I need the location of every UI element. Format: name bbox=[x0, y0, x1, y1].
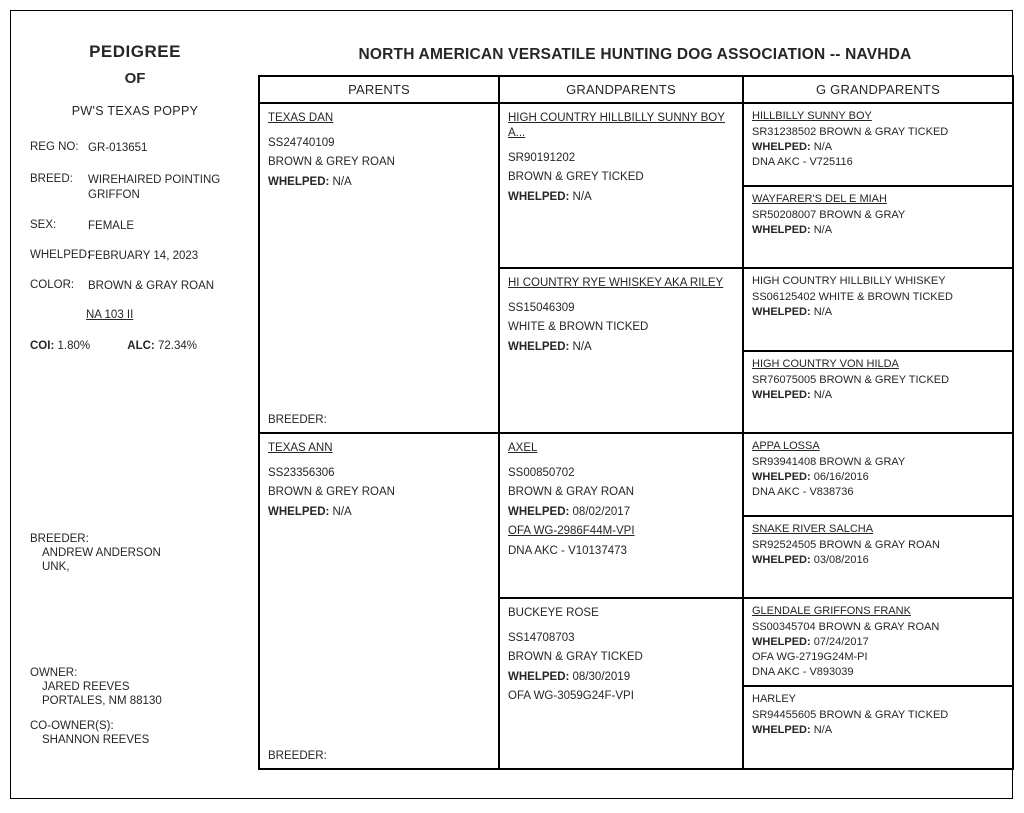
dog-detail-link[interactable]: OFA WG-2986F44M-VPI bbox=[508, 525, 635, 537]
pedigree-table bbox=[258, 75, 1014, 770]
dog-detail-line: WHELPED: 07/24/2017 bbox=[752, 635, 869, 648]
reg-no-row bbox=[30, 141, 240, 156]
dog-detail-line: SR76075005 BROWN & GREY TICKED bbox=[752, 373, 950, 386]
dog-detail-line: DNA AKC - V838736 bbox=[752, 485, 854, 498]
title-pedigree: PEDIGREE bbox=[89, 42, 181, 61]
dog-detail-line: OFA WG-2719G24M-PI bbox=[752, 650, 868, 663]
sex-row bbox=[30, 219, 240, 234]
reg-no-value: GR-013651 bbox=[88, 142, 148, 154]
co-owner-name: SHANNON REEVES bbox=[42, 734, 150, 746]
owner-block bbox=[30, 667, 162, 707]
coi-alc-row bbox=[30, 340, 197, 352]
alc-pair bbox=[127, 340, 197, 352]
dog-detail-line: WHELPED: N/A bbox=[752, 140, 833, 153]
dog-detail-line: DNA AKC - V10137473 bbox=[508, 544, 627, 557]
coi-value: 1.80% bbox=[57, 340, 91, 352]
dog-detail-line: WHELPED: N/A bbox=[268, 505, 352, 518]
dog-detail-line: WHELPED: N/A bbox=[268, 175, 352, 188]
dog-detail-line: SS00345704 BROWN & GRAY ROAN bbox=[752, 620, 940, 633]
dog-name: BUCKEYE ROSE bbox=[508, 607, 599, 619]
dog-detail-line: SR50208007 BROWN & GRAY bbox=[752, 208, 906, 221]
dog-detail-line: SS00850702 bbox=[508, 466, 575, 479]
column-header-parents: PARENTS bbox=[260, 77, 500, 104]
dog-detail-line: SR90191202 bbox=[508, 151, 576, 164]
dog-detail-line: WHELPED: N/A bbox=[508, 340, 592, 353]
dog-detail-line: BROWN & GRAY TICKED bbox=[508, 651, 643, 663]
dog-detail-line: SS06125402 WHITE & BROWN TICKED bbox=[752, 290, 953, 303]
dog-detail-line: SR92524505 BROWN & GRAY ROAN bbox=[752, 538, 940, 551]
cell-breeder-label: BREEDER: bbox=[268, 414, 327, 426]
pedigree-cell-g-grandparent-3 bbox=[744, 269, 1014, 352]
pedigree-cell-g-grandparent-4 bbox=[744, 352, 1014, 434]
co-owner-block bbox=[30, 720, 149, 746]
dog-detail-line: SR94455605 BROWN & GRAY TICKED bbox=[752, 708, 949, 721]
dog-name-link[interactable]: AXEL bbox=[508, 442, 538, 454]
color-label: COLOR: bbox=[30, 279, 75, 291]
pedigree-cell-g-grandparent-7 bbox=[744, 599, 1014, 687]
sex-value: FEMALE bbox=[88, 220, 135, 232]
association-title: NORTH AMERICAN VERSATILE HUNTING DOG ASSOCIATION -- NAVHDA bbox=[358, 46, 912, 63]
breeder-name: ANDREW ANDERSON bbox=[42, 547, 161, 559]
dog-detail-line: SS15046309 bbox=[508, 301, 575, 314]
dog-name: HARLEY bbox=[752, 693, 797, 705]
pedigree-cell-grandsire-paternal bbox=[500, 104, 744, 269]
dog-name-link[interactable]: GLENDALE GRIFFONS FRANK bbox=[752, 605, 911, 617]
dog-detail-line: BROWN & GRAY ROAN bbox=[508, 486, 635, 498]
pedigree-cell-g-grandparent-2 bbox=[744, 187, 1014, 269]
dog-detail-line: WHELPED: 03/08/2016 bbox=[752, 553, 869, 566]
alc-value: 72.34% bbox=[157, 340, 197, 352]
dog-detail-line: WHELPED: N/A bbox=[752, 388, 833, 401]
document-title-block bbox=[22, 42, 248, 118]
dog-detail-line: BROWN & GREY ROAN bbox=[268, 486, 395, 498]
pedigree-cell-g-grandparent-6 bbox=[744, 517, 1014, 599]
dog-detail-line: SR93941408 BROWN & GRAY bbox=[752, 455, 906, 468]
sex-label: SEX: bbox=[30, 219, 57, 231]
column-header-g-grandparents: G GRANDPARENTS bbox=[744, 77, 1014, 104]
dog-name-link[interactable]: HIGH COUNTRY VON HILDA bbox=[752, 358, 899, 370]
coi-label: COI: bbox=[30, 340, 55, 352]
dog-detail-line: DNA AKC - V893039 bbox=[752, 665, 854, 678]
pedigree-cell-grandsire-maternal bbox=[500, 434, 744, 599]
dog-name-link[interactable]: HILLBILLY SUNNY BOY bbox=[752, 110, 872, 122]
title-of: OF bbox=[124, 70, 146, 87]
subject-dog-name: PW'S TEXAS POPPY bbox=[71, 104, 199, 118]
dog-detail-line: SR31238502 BROWN & GRAY TICKED bbox=[752, 125, 949, 138]
dog-name-link[interactable]: HIGH COUNTRY HILLBILLY SUNNY BOY A... bbox=[508, 112, 725, 139]
dog-detail-line: WHELPED: 08/02/2017 bbox=[508, 505, 631, 518]
dog-detail-line: WHELPED: N/A bbox=[752, 305, 833, 318]
dog-name-link[interactable]: SNAKE RIVER SALCHA bbox=[752, 523, 874, 535]
whelped-label: WHELPED: bbox=[30, 249, 91, 261]
dog-name-link[interactable]: WAYFARER'S DEL E MIAH bbox=[752, 193, 887, 205]
coi-pair bbox=[30, 340, 90, 352]
pedigree-cell-g-grandparent-5 bbox=[744, 434, 1014, 517]
test-result-link[interactable]: NA 103 II bbox=[86, 309, 134, 321]
pedigree-cell-g-grandparent-8 bbox=[744, 687, 1014, 770]
pedigree-cell-granddam-paternal bbox=[500, 269, 744, 434]
dog-detail-line: WHITE & BROWN TICKED bbox=[508, 321, 649, 333]
color-value: BROWN & GRAY ROAN bbox=[88, 280, 215, 292]
dog-detail-line: SS14708703 bbox=[508, 631, 575, 644]
dog-detail-line: OFA WG-3059G24F-VPI bbox=[508, 690, 634, 702]
co-owner-label: CO-OWNER(S): bbox=[30, 720, 114, 732]
dog-name-link[interactable]: APPA LOSSA bbox=[752, 440, 820, 452]
dog-detail-line: WHELPED: N/A bbox=[752, 723, 833, 736]
alc-label: ALC: bbox=[127, 340, 155, 352]
dog-detail-line: WHELPED: 08/30/2019 bbox=[508, 670, 631, 683]
dog-detail-line: BROWN & GREY ROAN bbox=[268, 156, 395, 168]
cell-breeder-label: BREEDER: bbox=[268, 750, 327, 762]
pedigree-cell-dam bbox=[260, 434, 500, 770]
owner-label: OWNER: bbox=[30, 667, 78, 679]
pedigree-cell-granddam-maternal bbox=[500, 599, 744, 770]
pedigree-cell-sire bbox=[260, 104, 500, 434]
dog-detail-line: SS24740109 bbox=[268, 136, 335, 149]
dog-detail-line: DNA AKC - V725116 bbox=[752, 155, 853, 168]
dog-detail-line: BROWN & GREY TICKED bbox=[508, 171, 644, 183]
breed-value: WIREHAIRED POINTING GRIFFON bbox=[88, 174, 221, 201]
dog-detail-line: WHELPED: N/A bbox=[508, 190, 592, 203]
breed-row bbox=[30, 173, 240, 202]
breeder-label: BREEDER: bbox=[30, 533, 89, 545]
dog-name-link[interactable]: HI COUNTRY RYE WHISKEY AKA RILEY bbox=[508, 277, 724, 289]
dog-name: HIGH COUNTRY HILLBILLY WHISKEY bbox=[752, 275, 946, 287]
dog-detail-line: WHELPED: N/A bbox=[752, 223, 833, 236]
breeder-block bbox=[30, 533, 161, 573]
owner-address: PORTALES, NM 88130 bbox=[42, 695, 162, 707]
breed-label: BREED: bbox=[30, 173, 73, 185]
reg-no-label: REG NO: bbox=[30, 141, 79, 153]
whelped-value: FEBRUARY 14, 2023 bbox=[88, 250, 199, 262]
color-row bbox=[30, 279, 240, 294]
breeder-address: UNK, bbox=[42, 561, 70, 573]
pedigree-cell-g-grandparent-1 bbox=[744, 104, 1014, 187]
dog-detail-line: WHELPED: 06/16/2016 bbox=[752, 470, 869, 483]
owner-name: JARED REEVES bbox=[42, 681, 130, 693]
dog-name-link[interactable]: TEXAS ANN bbox=[268, 442, 333, 454]
whelped-row bbox=[30, 249, 240, 264]
dog-detail-line: SS23356306 bbox=[268, 466, 335, 479]
dog-name-link[interactable]: TEXAS DAN bbox=[268, 112, 334, 124]
column-header-grandparents: GRANDPARENTS bbox=[500, 77, 744, 104]
